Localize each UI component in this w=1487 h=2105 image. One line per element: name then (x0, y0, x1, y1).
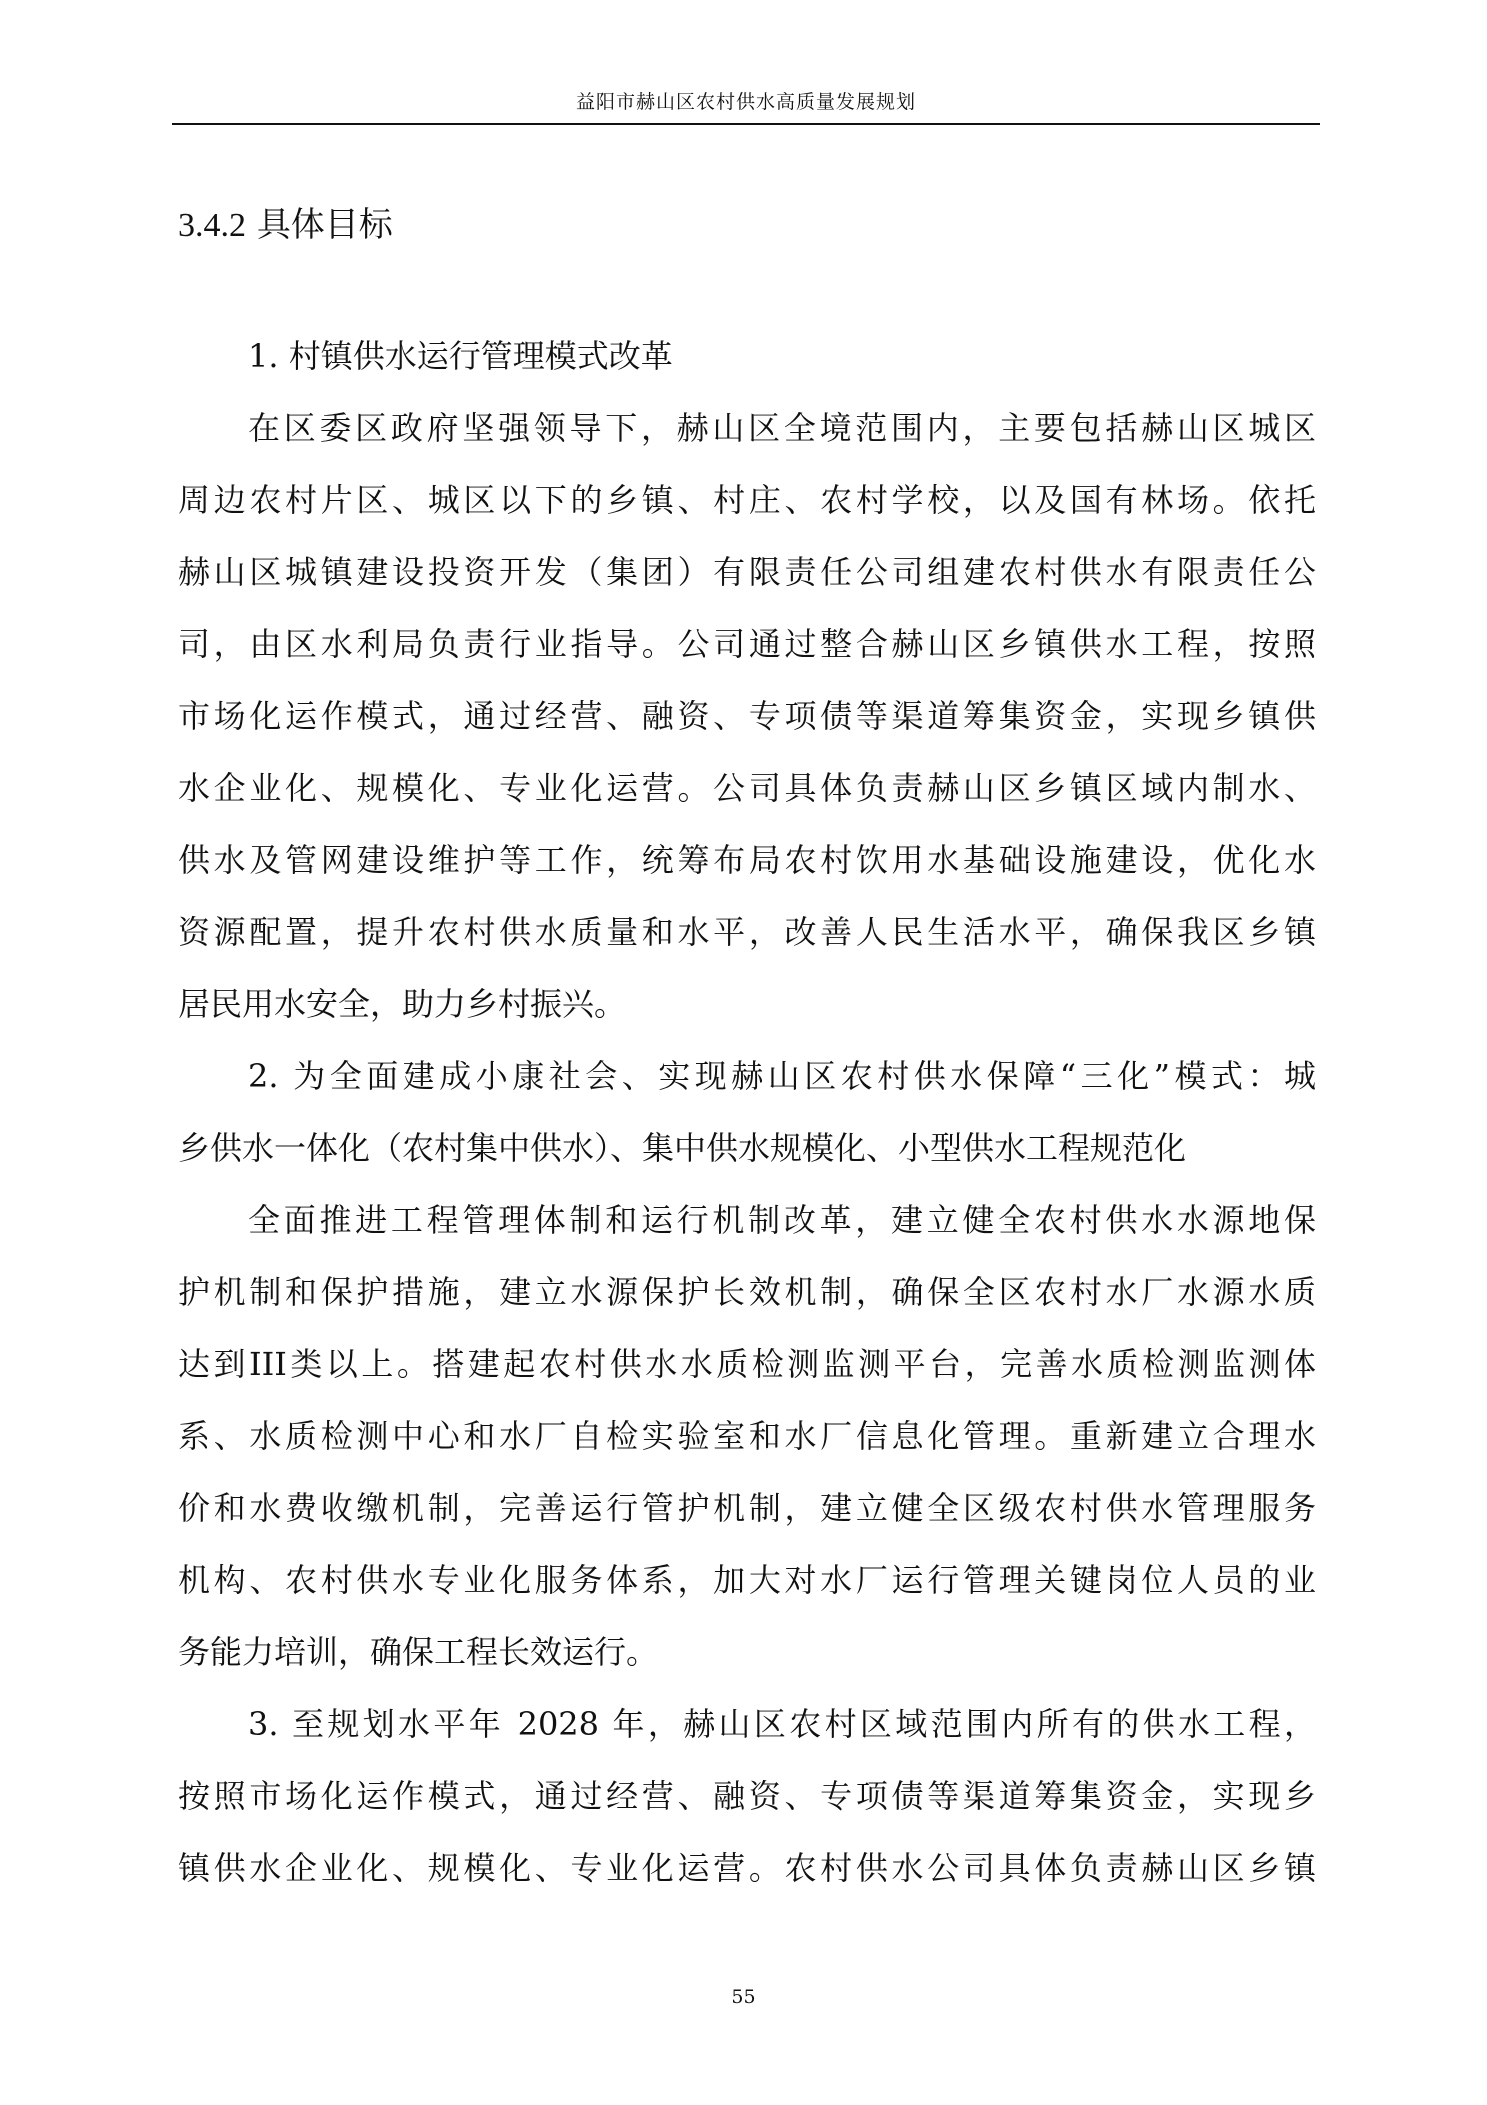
paragraph-line: 按照市场化运作模式，通过经营、融资、专项债等渠道筹集资金，实现乡 (178, 1777, 1316, 1815)
running-header: 益阳市赫山区农村供水高质量发展规划 (575, 91, 916, 113)
section-heading (178, 203, 393, 248)
section-title: 具体目标 (256, 205, 393, 245)
paragraph-line: 供水及管网建设维护等工作，统筹布局农村饮用水基础设施建设，优化水 (178, 841, 1316, 879)
paragraph-line: 机构、农村供水专业化服务体系，加大对水厂运行管理关键岗位人员的业 (178, 1561, 1316, 1599)
page-number: 55 (731, 1986, 756, 2008)
paragraph-line: 居民用水安全，助力乡村振兴。 (178, 985, 627, 1023)
section-number: 3.4.2 (178, 207, 246, 244)
list-item-heading: 3. 至规划水平年 2028 年，赫山区农村区域范围内所有的供水工程， (248, 1705, 1316, 1743)
paragraph-line: 水企业化、规模化、专业化运营。公司具体负责赫山区乡镇区域内制水、 (178, 769, 1316, 807)
paragraph-line: 达到III类以上。搭建起农村供水水质检测监测平台，完善水质检测监测体 (178, 1345, 1316, 1383)
header-rule (172, 123, 1320, 125)
list-item-heading: 乡供水一体化（农村集中供水）、集中供水规模化、小型供水工程规范化 (178, 1129, 1187, 1167)
paragraph-line: 镇供水企业化、规模化、专业化运营。农村供水公司具体负责赫山区乡镇 (178, 1849, 1316, 1887)
body-text (178, 320, 1316, 1904)
paragraph-line: 价和水费收缴机制，完善运行管护机制，建立健全区级农村供水管理服务 (178, 1489, 1316, 1527)
paragraph-line: 务能力培训，确保工程长效运行。 (178, 1633, 659, 1671)
paragraph-line: 司，由区水利局负责行业指导。公司通过整合赫山区乡镇供水工程，按照 (178, 625, 1316, 663)
paragraph-line: 市场化运作模式，通过经营、融资、专项债等渠道筹集资金，实现乡镇供 (178, 697, 1316, 735)
paragraph-line: 全面推进工程管理体制和运行机制改革，建立健全农村供水水源地保 (248, 1201, 1316, 1239)
paragraph-line: 在区委区政府坚强领导下，赫山区全境范围内，主要包括赫山区城区 (248, 409, 1316, 447)
paragraph-line: 系、水质检测中心和水厂自检实验室和水厂信息化管理。重新建立合理水 (178, 1417, 1316, 1455)
list-item-heading: 2. 为全面建成小康社会、实现赫山区农村供水保障“三化”模式：城 (248, 1057, 1316, 1095)
paragraph-line: 护机制和保护措施，建立水源保护长效机制，确保全区农村水厂水源水质 (178, 1273, 1316, 1311)
list-item-heading: 1. 村镇供水运行管理模式改革 (248, 337, 673, 375)
paragraph-line: 资源配置，提升农村供水质量和水平，改善人民生活水平，确保我区乡镇 (178, 913, 1316, 951)
paragraph-line: 周边农村片区、城区以下的乡镇、村庄、农村学校，以及国有林场。依托 (178, 481, 1316, 519)
paragraph-line: 赫山区城镇建设投资开发（集团）有限责任公司组建农村供水有限责任公 (178, 553, 1316, 591)
